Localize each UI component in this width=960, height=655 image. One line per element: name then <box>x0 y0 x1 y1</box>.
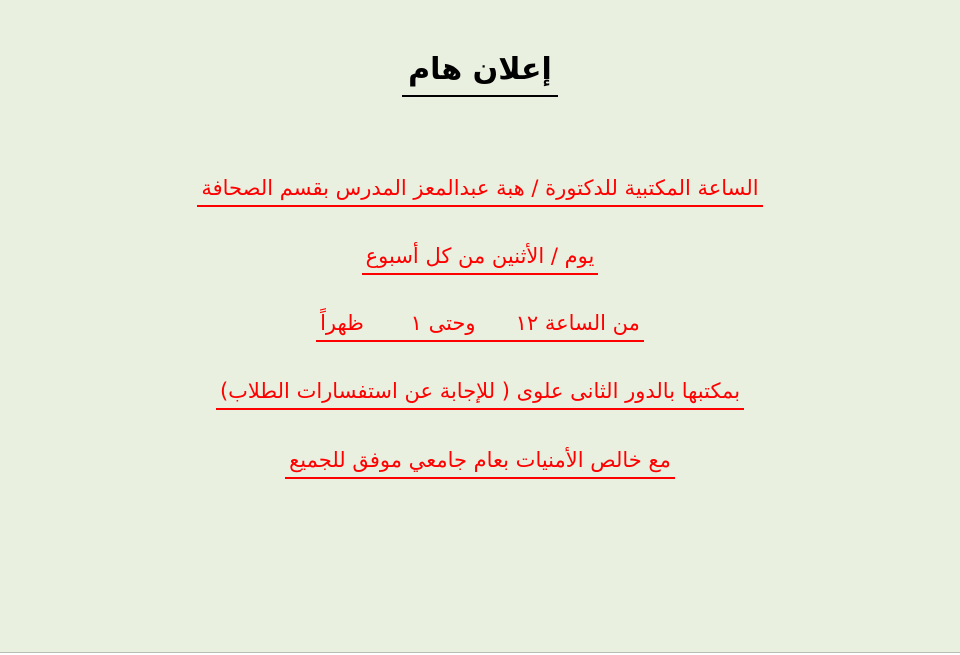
time-line <box>0 311 960 342</box>
wishes-text: مع خالص الأمنيات بعام جامعي موفق للجميع <box>285 448 675 479</box>
office-hours-line <box>0 176 960 207</box>
office-hours-text: الساعة المكتبية للدكتورة / هبة عبدالمعز المدرس بقسم الصحافة <box>197 176 762 207</box>
day-line <box>0 244 960 275</box>
location-text: بمكتبها بالدور الثانى علوى ( للإجابة عن استفسارات الطلاب) <box>216 379 744 410</box>
location-line <box>0 379 960 410</box>
wishes-line <box>0 448 960 479</box>
announcement-title-row <box>0 52 960 97</box>
time-text: من الساعة ١٢ وحتى ١ ظهراً <box>316 311 644 342</box>
day-text: يوم / الأثنين من كل أسبوع <box>362 244 599 275</box>
announcement-title: إعلان هام <box>402 52 558 97</box>
